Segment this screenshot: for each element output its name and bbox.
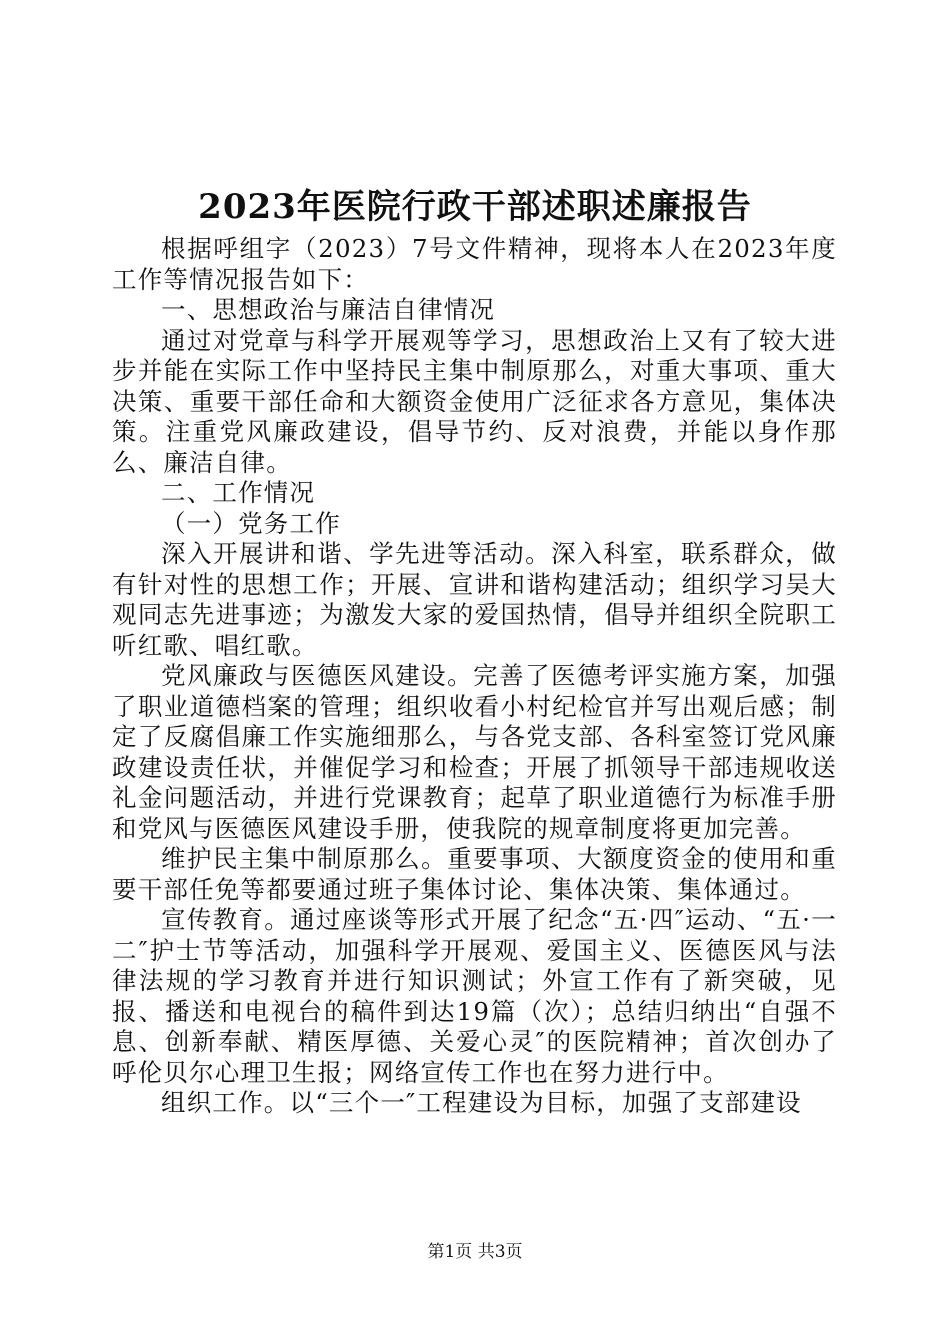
section-heading-1: 一、思想政治与廉洁自律情况 — [161, 295, 496, 324]
paragraph: 通过对党章与科学开展观等学习，思想政治上又有了较大进步并能在实际工作中坚持民主集中制原那么，对重大事项、重大决策、重要干部任命和大额资金使用广泛征求各方意见，集体决策。注重党风廉政建设，倡导节约、反对浪费，并能以身作那么、廉洁自律。 — [112, 325, 837, 477]
subsection-heading-1: （一）党务工作 — [161, 508, 341, 538]
paragraph: 深入开展讲和谐、学先进等活动。深入科室，联系群众，做有针对性的思想工作；开展、宣讲和谐构建活动；组织学习吴大观同志先进事迹；为激发大家的爱国热情，倡导并组织全院职工听红歌、唱红歌。 — [112, 539, 837, 660]
paragraph: 维护民主集中制原那么。重要事项、大额度资金的使用和重要干部任免等都要通过班子集体讨论、集体决策、集体通过。 — [112, 844, 837, 904]
page-footer: 第1页 共3页 — [427, 1242, 523, 1262]
section-heading-2: 二、工作情况 — [161, 478, 316, 507]
paragraph-intro: 根据呼组字（2023）7号文件精神，现将本人在2023年度工作等情况报告如下： — [112, 234, 837, 294]
paragraph: 组织工作。以“三个一″工程建设为目标，加强了支部建设 — [161, 1088, 802, 1117]
document-title: 2023年医院行政干部述职述廉报告 — [198, 187, 752, 227]
paragraph: 宣传教育。通过座谈等形式开展了纪念“五·四″运动、“五·一二″护士节等活动，加强科学开展观、爱国主义、医德医风与法律法规的学习教育并进行知识测试；外宣工作有了新突破，见报、播送和电视台的稿件到达19篇（次）；总结归纳出“自强不息、创新奉献、精医厚德、关爱心灵″的医院精神；首次创办了呼伦贝尔心理卫生报；网络宣传工作也在努力进行中。 — [112, 905, 837, 1087]
paragraph: 党风廉政与医德医风建设。完善了医德考评实施方案，加强了职业道德档案的管理；组织收看小村纪检官并写出观后感；制定了反腐倡廉工作实施细那么，与各党支部、各科室签订党风廉政建设责任状，并催促学习和检查；开展了抓领导干部违规收送礼金问题活动，并进行党课教育；起草了职业道德行为标准手册和党风与医德医风建设手册，使我院的规章制度将更加完善。 — [112, 661, 837, 843]
document-body — [112, 234, 837, 1119]
